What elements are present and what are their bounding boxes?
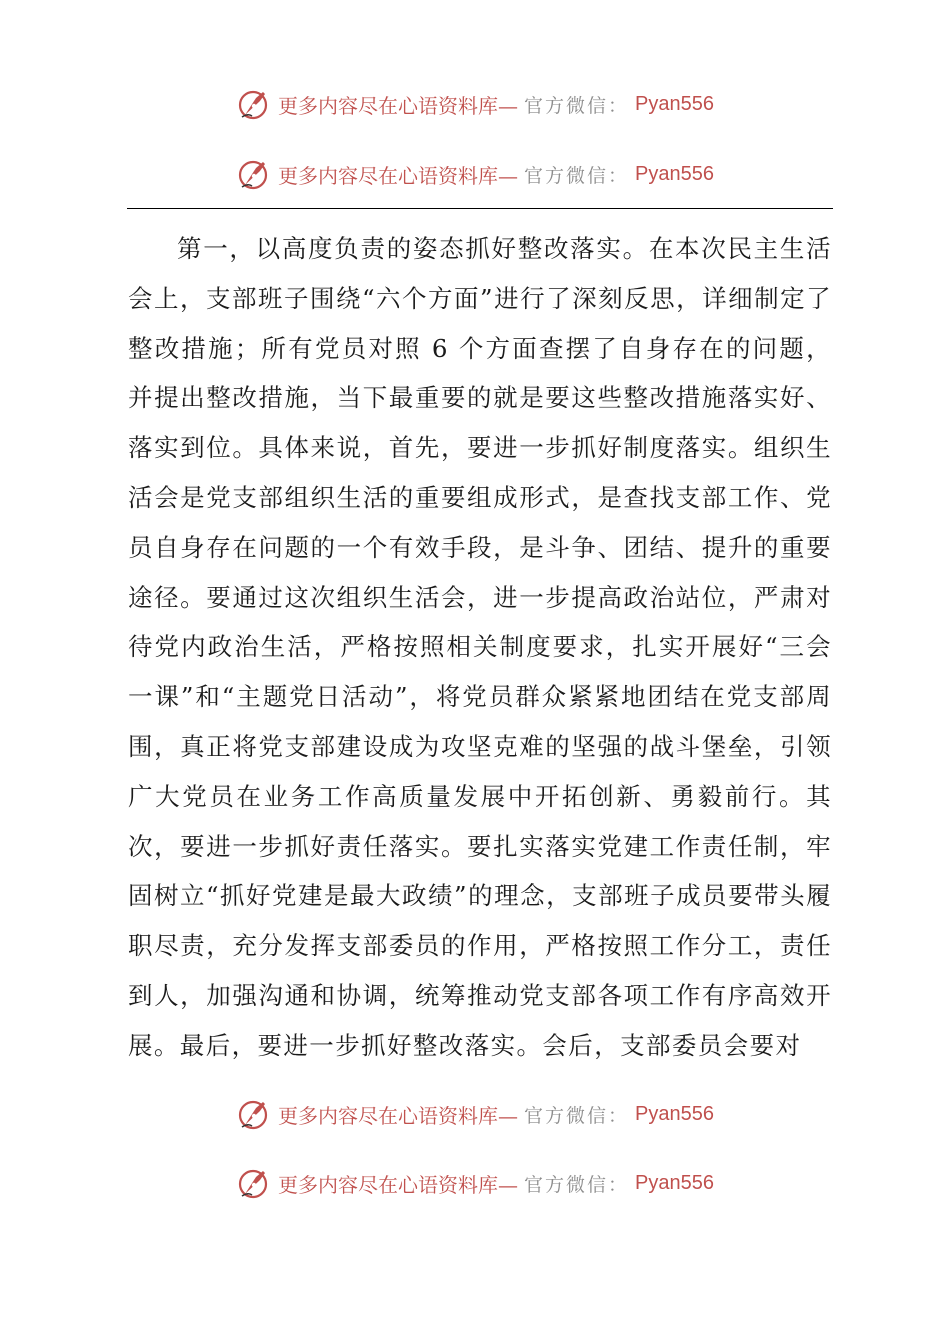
body-paragraph: 第一，以高度负责的姿态抓好整改落实。在本次民主生活会上，支部班子围绕“六个方面”进行了深刻反思，详细制定了整改措施；所有党员对照 6 个方面查摆了自身存在的问题，并提出整改措施，当下最重要的就是要这些整改措施落实好、落实到位。具体来说，首先，要进一步抓好制度落实。组织生活会是党支部组织生活的重要组成形式，是查找支部工作、党员自身存在问题的一个有效手段，是斗争、团结、提升的重要途径。要通过这次组织生活会，进一步提高政治站位，严肃对待党内政治生活，严格按照相关制度要求，扎实开展好“三会一课”和“主题党日活动”，将党员群众紧紧地团结在党支部周围，真正将党支部建设成为攻坚克难的坚强的战斗堡垒，引领广大党员在业务工作高质量发展中开拓创新、勇毅前行。其次，要进一步抓好责任落实。要扎实落实党建工作责任制，牢固树立“抓好党建是最大政绩”的理念，支部班子成员要带头履职尽责，充分发挥支部委员的作用，严格按照工作分工，责任到人，加强沟通和协调，统筹推动党支部各项工作有序高效开展。最后，要进一步抓好整改落实。会后，支部委员会要对 bbox=[128, 234, 832, 1060]
pen-nib-seal-icon bbox=[236, 1096, 272, 1132]
watermark-wechat-label: 官方微信： bbox=[524, 1173, 630, 1196]
watermark-wechat-label: 官方微信： bbox=[524, 164, 630, 187]
watermark-banner bbox=[0, 1094, 950, 1134]
watermark-banner bbox=[0, 154, 950, 194]
watermark-brand-text: 更多内容尽在心语资料库— bbox=[278, 1172, 518, 1197]
watermark-brand-text: 更多内容尽在心语资料库— bbox=[278, 93, 518, 118]
watermark-wechat-label: 官方微信： bbox=[524, 1104, 630, 1127]
watermark-wechat-id: Pyan556 bbox=[635, 1102, 714, 1125]
watermark-wechat-label: 官方微信： bbox=[524, 94, 630, 117]
watermark-banner bbox=[0, 84, 950, 124]
pen-nib-seal-icon bbox=[236, 1165, 272, 1201]
watermark-wechat-id: Pyan556 bbox=[635, 162, 714, 185]
watermark-brand-text: 更多内容尽在心语资料库— bbox=[278, 1103, 518, 1128]
watermark-wechat-id: Pyan556 bbox=[635, 1171, 714, 1194]
watermark-banner bbox=[0, 1163, 950, 1203]
header-divider bbox=[127, 208, 833, 209]
watermark-wechat-id: Pyan556 bbox=[635, 92, 714, 115]
pen-nib-seal-icon bbox=[236, 86, 272, 122]
pen-nib-seal-icon bbox=[236, 156, 272, 192]
watermark-brand-text: 更多内容尽在心语资料库— bbox=[278, 163, 518, 188]
